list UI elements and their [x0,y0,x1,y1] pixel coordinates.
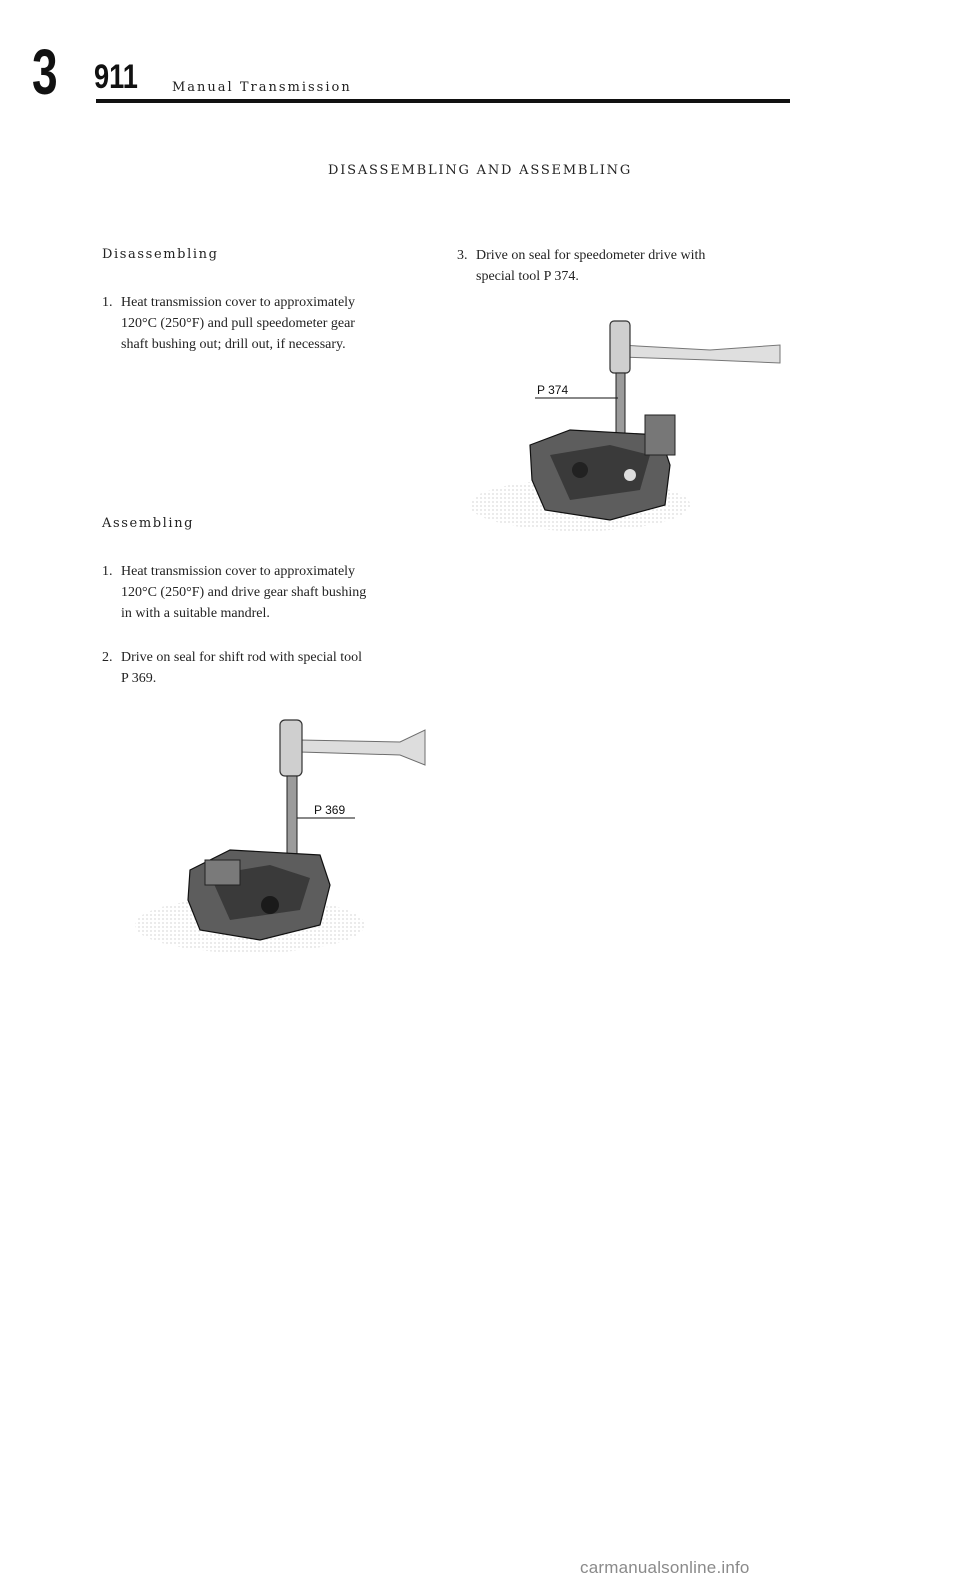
figure-p369-photo [130,710,430,960]
step-text-line: in with a suitable mandrel. [121,606,270,621]
step-text-line: 120°C (250°F) and pull speedometer gear [121,316,355,331]
step-number: 1. [102,564,113,579]
tool-p374-illustration [460,305,800,545]
step-text-line: Heat transmission cover to approximately [121,564,356,579]
tool-label-p369: P 369 [314,803,346,817]
chapter-title: Manual Transmission [172,80,352,95]
step-number: 3. [457,248,468,263]
page-title: DISASSEMBLING AND ASSEMBLING [327,163,633,178]
step-text-line: Heat transmission cover to approximately [121,295,356,310]
step-text-line: Drive on seal for shift rod with special tool [121,650,363,665]
model-name: 911 [94,58,138,96]
figure-p374-photo [460,305,800,545]
step-text-line: P 369. [121,671,157,686]
step-text-line: 120°C (250°F) and drive gear shaft bushing [121,585,367,600]
footer-watermark: carmanualsonline.info [580,1558,750,1577]
assembling-step-2 [102,647,422,691]
step-text-line: special tool P 374. [476,269,579,284]
header-rule [96,99,790,103]
tool-p369-illustration [130,710,430,960]
step-text-line: shaft bushing out; drill out, if necessary. [121,337,346,352]
step-text-line: Drive on seal for speedometer drive with [476,248,706,263]
disassembling-step-1 [102,292,422,356]
tool-label-p374: P 374 [537,383,569,397]
section-number: 3 [32,36,58,108]
assembling-step-3 [457,245,777,289]
step-number: 2. [102,650,113,665]
step-number: 1. [102,295,113,310]
assembling-step-1 [102,561,422,625]
disassembling-heading: Disassembling [102,247,219,262]
assembling-heading: Assembling [102,516,195,531]
